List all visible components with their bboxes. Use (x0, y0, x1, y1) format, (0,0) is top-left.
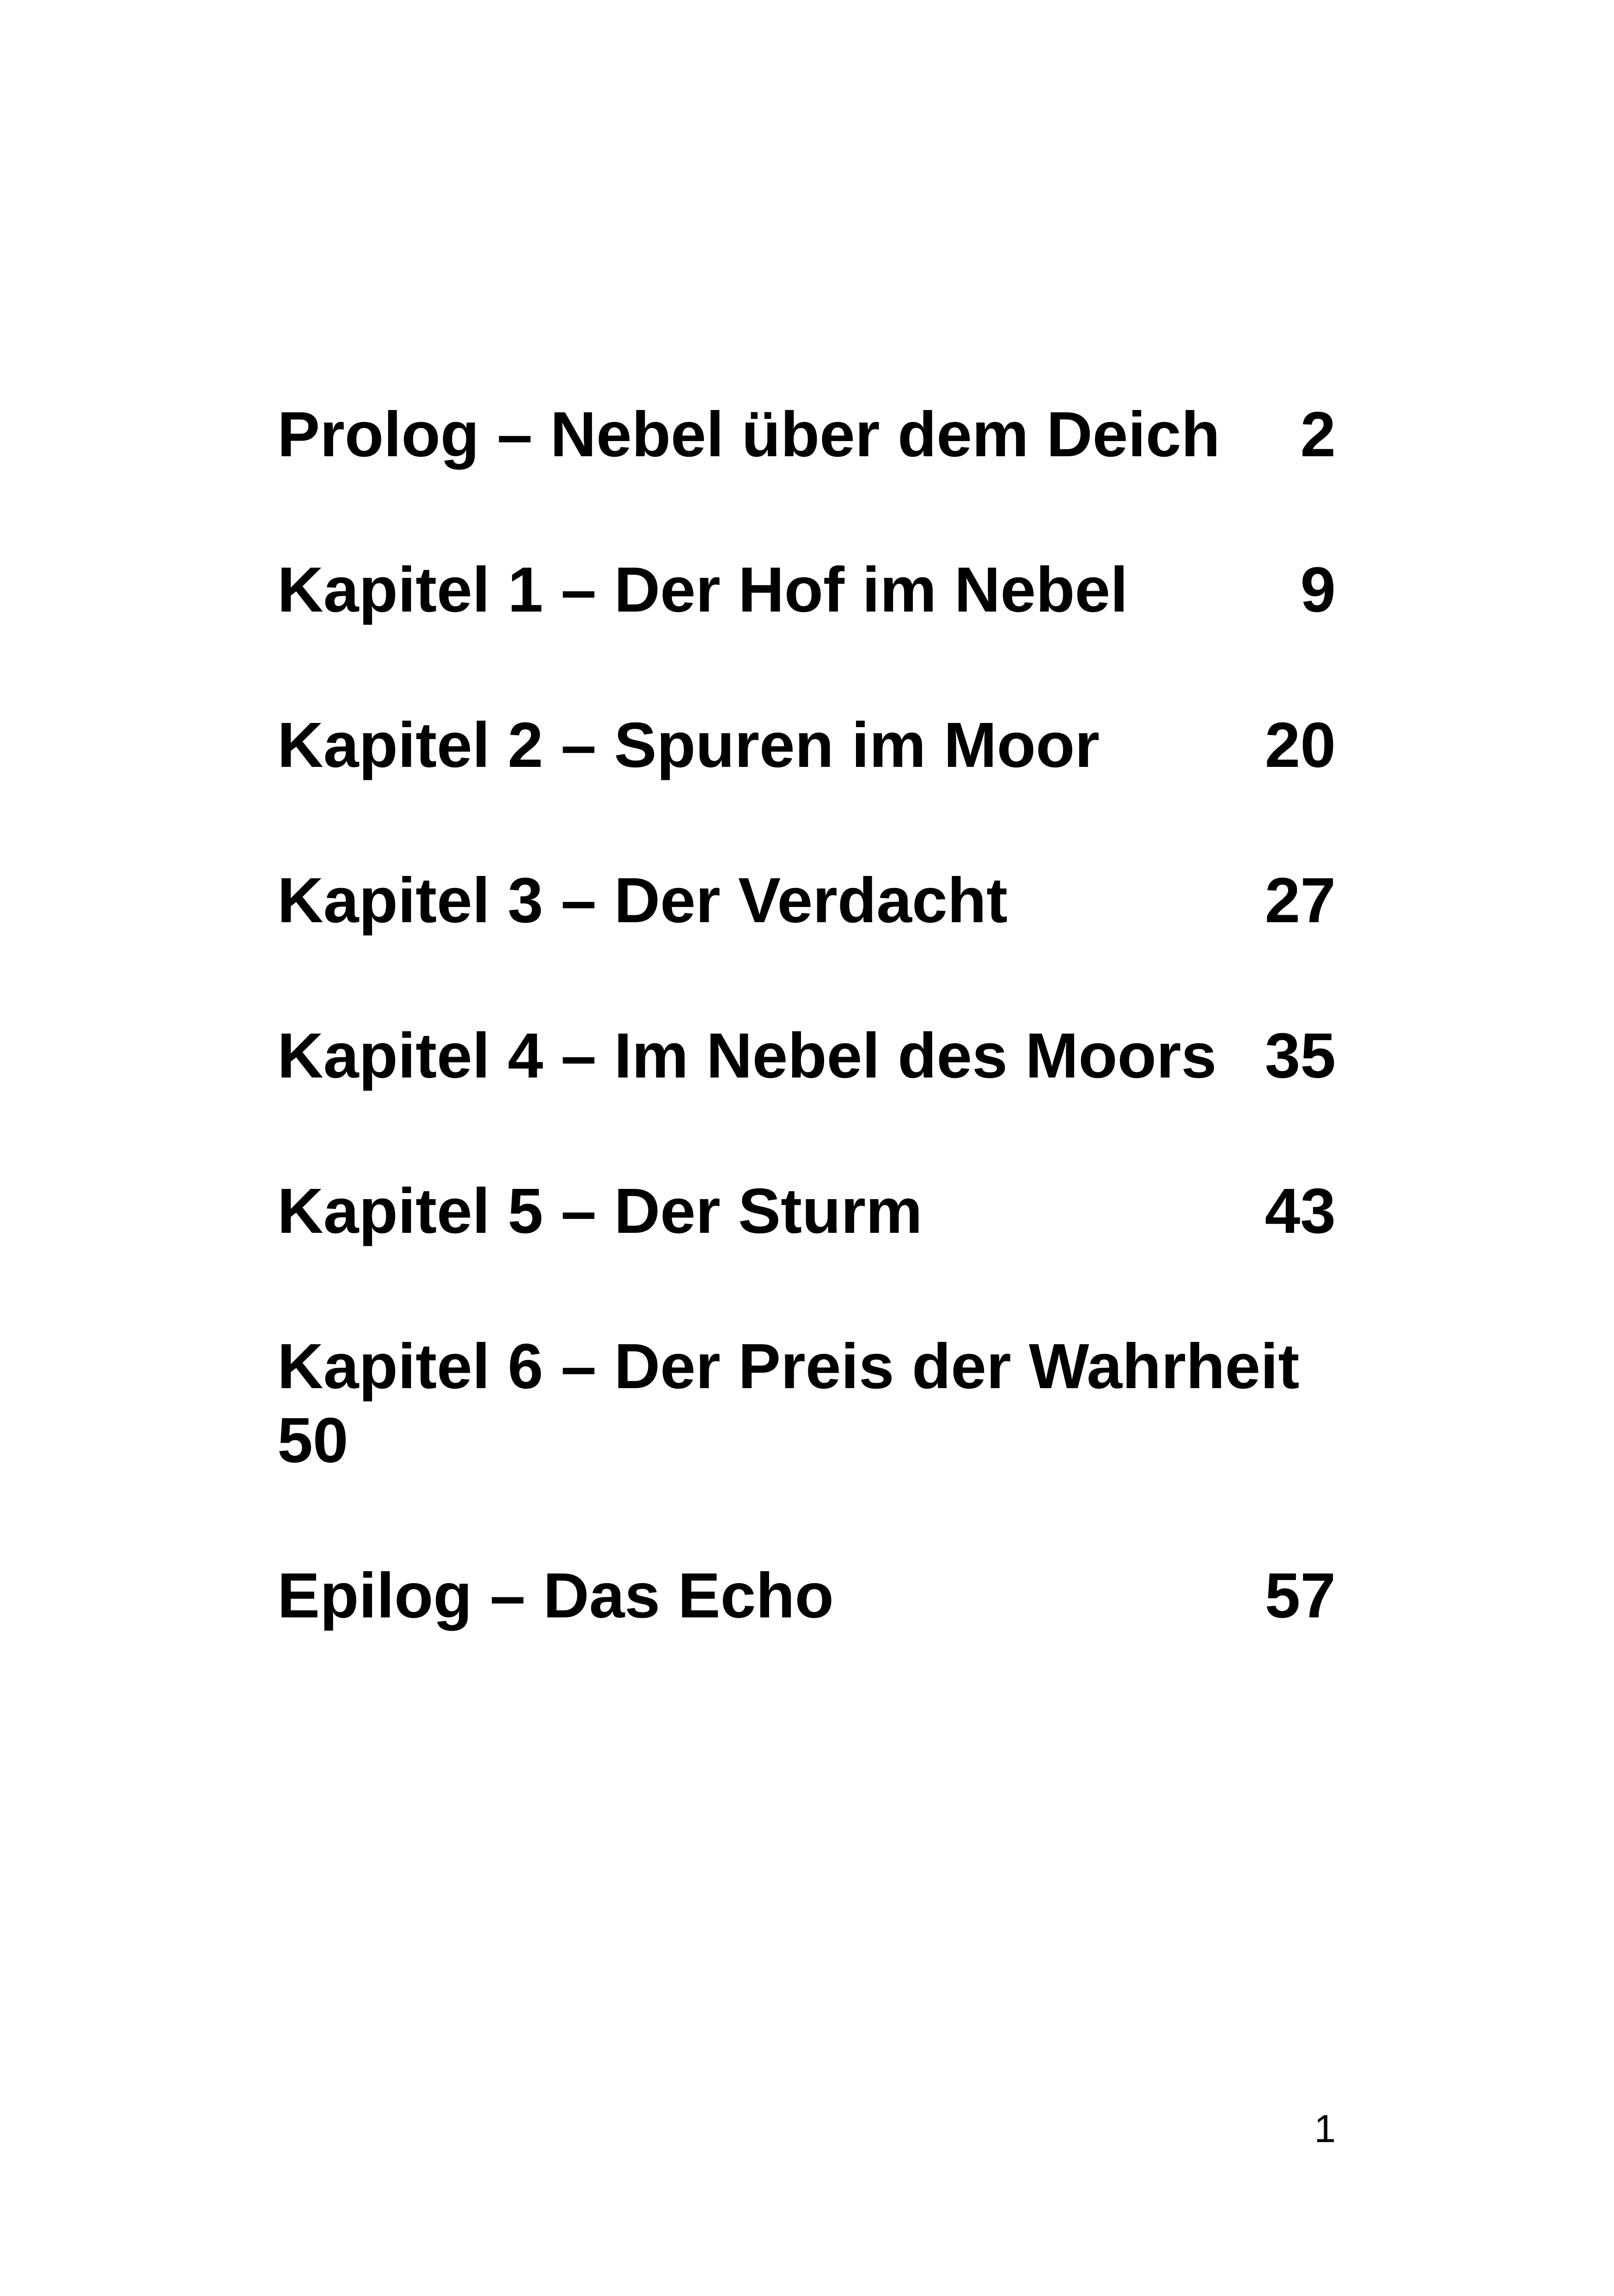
toc-entry-epilog (277, 1559, 1336, 1633)
toc-entry-title: Kapitel 2 – Spuren im Moor (277, 710, 1100, 781)
toc-entry-title: Kapitel 4 – Im Nebel des Moors (277, 1020, 1217, 1091)
toc-entry-page: 9 (1300, 554, 1336, 625)
toc-entry-title: Kapitel 5 – Der Sturm (277, 1176, 923, 1247)
toc-entry-page: 50 (277, 1405, 348, 1476)
toc-entry-page: 35 (1265, 1020, 1336, 1091)
toc-entry-chapter-1 (277, 553, 1336, 627)
toc-entry-page: 57 (1265, 1560, 1336, 1631)
toc-entry-prolog (277, 398, 1336, 471)
toc-entry-page: 2 (1300, 399, 1336, 470)
toc-entry-page: 43 (1265, 1176, 1336, 1247)
toc-entry-chapter-3 (277, 863, 1336, 937)
toc-entry-chapter-5 (277, 1174, 1336, 1248)
toc-entry-page: 20 (1265, 710, 1336, 781)
toc-entry-title: Epilog – Das Echo (277, 1560, 834, 1631)
toc-entry-title: Kapitel 3 – Der Verdacht (277, 865, 1008, 936)
toc-entry-chapter-2 (277, 708, 1336, 782)
page-number: 1 (1314, 2107, 1336, 2150)
toc-entry-page: 27 (1265, 865, 1336, 936)
toc-entry-title: Prolog – Nebel über dem Deich (277, 399, 1220, 470)
toc-entry-chapter-6 (277, 1329, 1336, 1477)
toc-entry-title: Kapitel 6 – Der Preis der Wahrheit (277, 1331, 1300, 1402)
table-of-contents (277, 398, 1336, 1714)
toc-entry-title: Kapitel 1 – Der Hof im Nebel (277, 554, 1128, 625)
toc-entry-chapter-4 (277, 1019, 1336, 1093)
